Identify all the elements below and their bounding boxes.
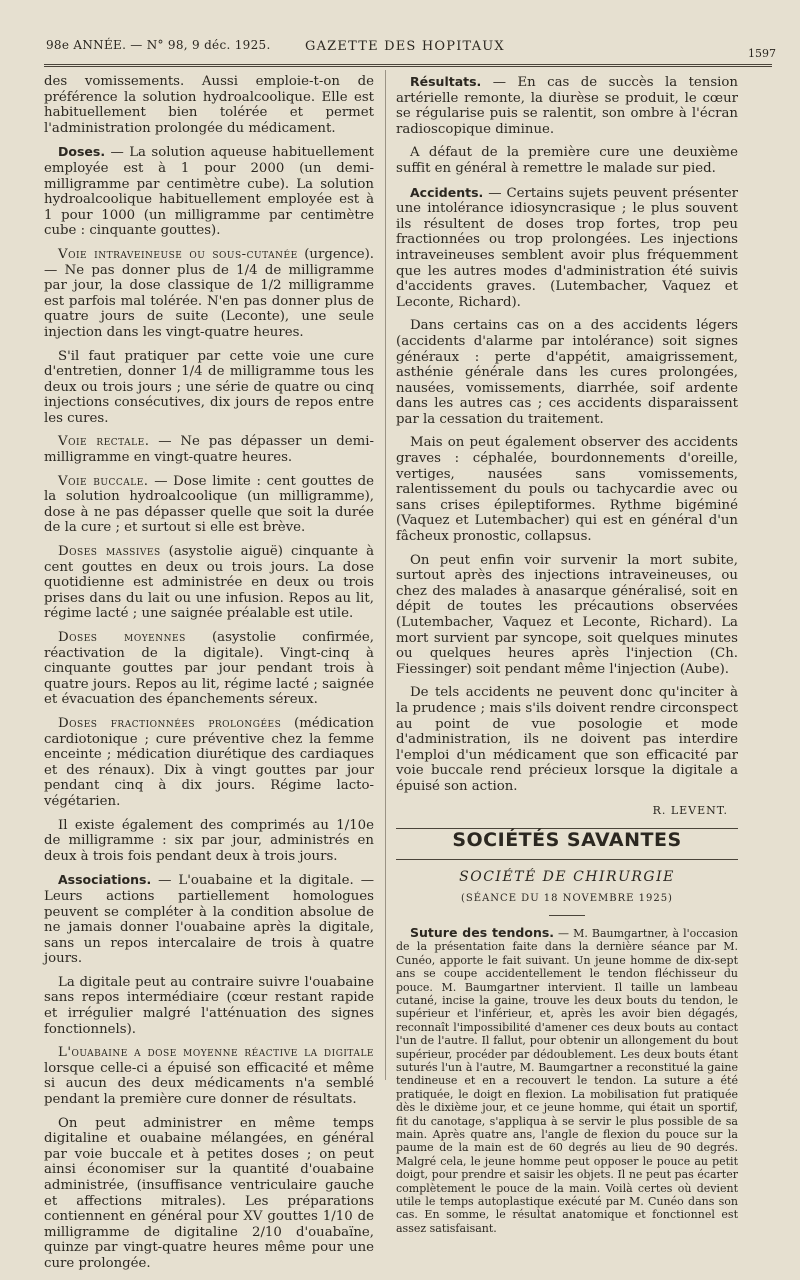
paragraph: La digitale peut au contraire suivre l'ouabaine sans repos intermédiaire (cœur restant rapide et irrégulier malgré l'atténuation des signes fonctionnels). bbox=[44, 974, 374, 1037]
paragraph: des vomissements. Aussi emploie-t-on de préférence la solution hydroalcoolique. Elle est habituellement bien tolérée et permet l'administration prolongée du médicament. bbox=[44, 74, 374, 136]
paragraph: Résultats. — En cas de succès la tension artérielle remonte, la diurèse se produit, le cœur se régularise puis se ralentit, son ombre à l'écran radioscopique diminue. bbox=[396, 74, 738, 137]
issue-info: 98e ANNÉE. — N° 98, 9 déc. 1925. bbox=[46, 38, 271, 52]
paragraph: S'il faut pratiquer par cette voie une cure d'entretien, donner 1/4 de milligramme tous les deux ou trois jours ; une série de quatre ou cinq injections consécutives, dix jours de repos entre les cures. bbox=[44, 348, 374, 426]
subheading: Voie intraveineuse ou sous-cutanée bbox=[58, 246, 298, 262]
author-signature: R. LEVENT. bbox=[652, 803, 728, 817]
paragraph: Doses. — La solution aqueuse habituellement employée est à 1 pour 2000 (un demi-milligramme par centimètre cube). La solution hydroalcoolique habituellement employée est à 1 pour 1000 (un milligramme par centimètre cube : cinquante gouttes). bbox=[44, 144, 374, 239]
subheading: Accidents. bbox=[410, 184, 484, 200]
subsection-title: SOCIÉTÉ DE CHIRURGIE bbox=[459, 868, 675, 885]
column-divider bbox=[385, 70, 386, 1080]
subheading: L'ouabaine a dose moyenne réactive la digitale bbox=[58, 1045, 374, 1061]
paragraph: A défaut de la première cure une deuxième suffit en général à remettre le malade sur pied. bbox=[396, 145, 738, 176]
paragraph: De tels accidents ne peuvent donc qu'inciter à la prudence ; mais s'ils doivent rendre circonspect au point de vue posologie et mode d'administration, ils ne doivent pas interdire l'emploi d'un médicament que son efficacité par voie buccale rend précieux lorsque la digitale a épuisé son action. bbox=[396, 685, 738, 794]
paragraph: Associations. — L'ouabaine et la digitale. — Leurs actions partiellement homologues peuvent se compléter à la condition absolue de ne jamais donner l'ouabaine après la digitale, sans un repos intercalaire de trois à quatre jours. bbox=[44, 872, 374, 967]
subheading: Associations. bbox=[58, 872, 152, 888]
session-date: (SÉANCE DU 18 NOVEMBRE 1925) bbox=[461, 893, 673, 905]
paragraph: On peut enfin voir survenir la mort subite, surtout après des injections intraveineuses, ou chez des malades à anasarque généralisé, soit en dépit de toutes les précautions observées (Lutembacher, Vaquez et Leconte, Richard). La mort survient par syncope, soit quelques minutes ou quelques heures après l'injection (Ch. Fiessinger) soit pendant même l'injection (Aube). bbox=[396, 552, 738, 677]
paragraph: On peut administrer en même temps digitaline et ouabaine mélangées, en général par voie buccale et à petites doses ; on peut ainsi économiser sur la quantité d'ouabaine administrée, (insuffisance ventriculaire gauche et affections mitrales). Les préparations contiennent en général pour XV gouttes 1/10 de milligramme de digitaline 2/10 d'ouabaïne, quinze par vingt-quatre heures même pour une cure prolongée. bbox=[44, 1115, 374, 1271]
subheading: Voie buccale. bbox=[58, 473, 149, 489]
subheading: Doses. bbox=[58, 144, 106, 160]
paragraph: Voie intraveineuse ou sous-cutanée (urgence). — Ne pas donner plus de 1/4 de milligramme par jour, la dose classique de 1/2 milligramme est parfois mal tolérée. N'en pas donner plus de quatre jours de suite (Leconte), une seule injection dans les vingt-quatre heures. bbox=[44, 246, 374, 340]
journal-title: GAZETTE DES HOPITAUX bbox=[305, 39, 505, 54]
subheading: Doses moyennes bbox=[58, 630, 186, 645]
paragraph: Dans certains cas on a des accidents légers (accidents d'alarme par intolérance) soit signes généraux : perte d'appétit, amaigrissement, asthénie générale dans les cures prolongées, nausées, vomissements, diarrhée, soif ardente dans les autres cas ; ces accidents disparaissent par la cessation du traitement. bbox=[396, 318, 738, 427]
left-column bbox=[44, 74, 374, 1280]
subheading: Doses fractionnées prolongées bbox=[58, 715, 282, 731]
paragraph: Voie buccale. — Dose limite : cent gouttes de la solution hydroalcoolique (un milligramme), dose à ne pas dépasser quelle que soit la durée de la cure ; et surtout si elle est brève. bbox=[44, 473, 375, 536]
page-header bbox=[0, 28, 800, 58]
paragraph: Doses fractionnées prolongées (médication cardiotonique ; cure préventive chez la femme enceinte ; médication diurétique des cardiaques et des rénaux). Dix à vingt gouttes par jour pendant cinq à dix jours. Régime lacto-végétarien. bbox=[44, 715, 374, 809]
subheading: Doses massives bbox=[58, 544, 161, 560]
section-title: SOCIÉTÉS SAVANTES bbox=[452, 829, 682, 852]
subheading: Résultats. bbox=[410, 74, 482, 89]
header-rule bbox=[44, 64, 772, 67]
paragraph: Il existe également des comprimés au 1/10e de milligramme : six par jour, administrés en deux à trois fois pendant deux à trois jours. bbox=[44, 817, 374, 864]
paragraph: Doses massives (asystolie aiguë) cinquante à cent gouttes en deux ou trois jours. La dose quotidienne est administrée en deux ou trois prises dans du lait ou une infusion. Repos au lit, régime lacté ; une saignée préalable est utile. bbox=[44, 544, 374, 622]
paragraph: Suture des tendons. — M. Baumgartner, à l'occasion de la présentation faite dans la dernière séance par M. Cunéo, apporte le fait suivant. Un jeune homme de dix-sept ans se coupe accidentellement le tendon fléchisseur du pouce. M. Baumgartner intervient. Il taille un lambeau cutané, incise la gaine, trouve les deux bouts du tendon, le supérieur et l'inférieur, et, après les avoir bien dégagés, reconnaît l'impossibilité d'amener ces deux bouts au contact l'un de l'autre. Il fallut, pour obtenir un allongement du bout supérieur, procéder par dédoublement. Les deux bouts étant suturés l'un à l'autre, M. Baumgartner a reconstitué la gaine tendineuse et en a recouvert le tendon. La suture a été pratiquée, le doigt en flexion. La mobilisation fut pratiquée dès le dixième jour, et ce jeune homme, qui était un sportif, fit du canotage, s'appliqua à se servir le plus possible de sa main. Après quatre ans, l'angle de flexion du pouce sur la paume de la main est de 60 degrés au lieu de 90 degrés. Malgré cela, le jeune homme peut opposer le pouce au petit doigt, pour prendre et saisir les objets. Il ne peut pas écarter complètement le pouce de la main. Voilà certes où devient utile le temps autoplastique exécuté par M. Cunéo dans son cas. En somme, le résultat anatomique et fonctionnel est assez satisfaisant. bbox=[396, 924, 738, 1235]
paragraph: Doses moyennes (asystolie confirmée, réactivation de la digitale). Vingt-cinq à cinquante gouttes par jour pendant trois à quatre jours. Repos au lit, régime lacté ; saignée et évacuation des épanchements séreux. bbox=[44, 630, 374, 708]
section-rule bbox=[396, 859, 738, 860]
right-column bbox=[396, 74, 738, 1235]
subheading: Suture des tendons. bbox=[410, 924, 555, 940]
subheading: Voie rectale. bbox=[58, 434, 150, 450]
paragraph: L'ouabaine a dose moyenne réactive la digitale lorsque celle-ci a épuisé son efficacité et même si aucun des deux médicaments n'a semblé pendant la première cure donner de résultats. bbox=[44, 1045, 374, 1108]
paragraph: Voie rectale. — Ne pas dépasser un demi-milligramme en vingt-quatre heures. bbox=[44, 434, 374, 466]
short-rule bbox=[549, 915, 585, 916]
page-number: 1597 bbox=[748, 47, 776, 60]
report-body bbox=[396, 926, 738, 1235]
paragraph: Accidents. — Certains sujets peuvent présenter une intolérance idiosyncrasique ; le plus souvent ils résultent de doses trop fortes, trop peu fractionnées ou trop prolongées. Les injections intraveineuses semblent avoir plus fréquemment que les autres modes d'administration été suivis d'accidents graves. (Lutembacher, Vaquez et Leconte, Richard). bbox=[396, 184, 738, 310]
paragraph: Mais on peut également observer des accidents graves : céphalée, bourdonnements d'oreille, vertiges, nausées sans vomissements, ralentissement du pouls ou tachycardie avec ou sans crises épileptiformes. Rythme bigéminé (Vaquez et Lutembacher) qui est en général d'un fâcheux pronostic, collapsus. bbox=[396, 435, 738, 545]
